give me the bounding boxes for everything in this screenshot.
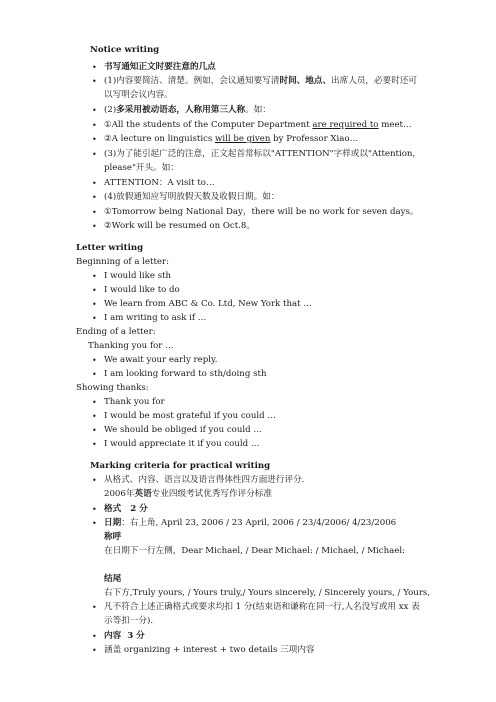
date-label: 日期 <box>104 518 122 528</box>
bullet: • <box>92 356 97 365</box>
bullet: • <box>92 603 97 612</box>
closing-label: 结尾 <box>104 574 122 584</box>
beginning-item: I would like to do <box>104 285 180 295</box>
thanking-label: Thanking you for … <box>88 341 174 351</box>
notice-title: Notice writing <box>90 45 160 55</box>
bullet: • <box>92 222 97 231</box>
bullet: • <box>92 286 97 295</box>
notice-example-3: ①Tomorrow being National Day，there will be no work for seven days。 <box>104 207 419 217</box>
ending-item: We await your early reply. <box>104 355 218 365</box>
bullet: • <box>92 398 97 407</box>
content-score: 3 分 <box>127 631 145 641</box>
notice-example-2 <box>104 133 358 147</box>
notice-item-2-a: (2) <box>104 105 117 115</box>
date-line <box>104 517 396 531</box>
bullet: • <box>92 106 97 115</box>
bullet: • <box>92 300 97 309</box>
notice-example-1-u: are required to <box>312 120 379 130</box>
beginning-item: We learn from ABC & Co. Ltd, New York that … <box>104 299 312 309</box>
notice-attention: ATTENTION：A visit to… <box>104 178 215 188</box>
penalty-text-cont: 示等扣一分). <box>104 616 154 626</box>
marking-subline-a: 2006年 <box>104 489 135 499</box>
notice-example-2-c: by Professor Xiao… <box>270 134 359 144</box>
bullet: • <box>92 632 97 641</box>
marking-subline <box>104 488 272 502</box>
marking-intro: 从格式、内容、语言以及语言得体性四方面进行评分. <box>104 475 305 485</box>
bullet: • <box>92 426 97 435</box>
bullet: • <box>92 63 97 72</box>
format-heading <box>104 503 148 517</box>
notice-item-2-b: 多采用被动语态，人称用第三人称 <box>116 105 246 115</box>
bullet: • <box>92 646 97 655</box>
notice-item-1-cont: 以写明会议内容。 <box>104 90 173 100</box>
penalty-text: 凡不符合上述正确格式或要求均扣 1 分(结束语和谦称在同一行,人名没写或用 xx 表 <box>104 602 420 612</box>
bullet: • <box>92 135 97 144</box>
bullet: • <box>92 179 97 188</box>
bullet: • <box>92 272 97 281</box>
bullet: • <box>92 77 97 86</box>
bullet: • <box>92 150 97 159</box>
notice-item-1-b: 时间、地点、 <box>279 76 332 86</box>
bullet: • <box>92 412 97 421</box>
notice-example-1-c: meet… <box>378 120 412 130</box>
closing-text: 右下方,Truly yours, / Yours truly,/ Yours sincerely, / Sincerely yours, / Yours, <box>104 588 431 598</box>
notice-example-2-a: ②A lecture on linguistics <box>104 134 216 144</box>
thanks-item: Thank you for <box>104 397 165 407</box>
marking-subline-c: 专业四级考试优秀写作评分标准 <box>151 489 272 499</box>
content-text: 涵盖 organizing + interest + two details 三项内容 <box>104 645 315 655</box>
ending-item: I am looking forward to sth/doing sth <box>104 369 267 379</box>
content-label: 内容 <box>104 631 122 641</box>
showing-label: Showing thanks: <box>76 383 149 393</box>
marking-title: Marking criteria for practical writing <box>90 461 271 471</box>
beginning-item: I am writing to ask if … <box>104 313 207 323</box>
bullet: • <box>92 208 97 217</box>
ending-label: Ending of a letter: <box>76 327 156 337</box>
notice-heading: 书写通知正文时要注意的几点 <box>104 62 216 72</box>
notice-item-4: (4)放假通知应写明放假天数及收假日期。如： <box>104 192 280 202</box>
bullet: • <box>92 314 97 323</box>
bullet: • <box>92 370 97 379</box>
salutation-text: 在日期下一行左侧，Dear Michael, / Dear Michael: / Michael, / Michael: <box>104 546 405 556</box>
notice-item-1-a: (1)内容要简洁、清楚。例如，会议通知要写清 <box>104 76 280 86</box>
bullet: • <box>92 519 97 528</box>
marking-subline-b: 英语 <box>134 489 152 499</box>
bullet: • <box>92 193 97 202</box>
letter-title: Letter writing <box>76 243 144 253</box>
notice-example-1 <box>104 119 412 133</box>
bullet: • <box>92 476 97 485</box>
salutation-label: 称呼 <box>104 532 122 542</box>
notice-example-2-u: will be given <box>215 134 271 144</box>
notice-item-1-c: 出席人员，必要时还可 <box>331 76 417 86</box>
date-text: ：右上角, April 23, 2006 / 23 April, 2006 / 23/4/2006/ 4/23/2006 <box>121 518 397 528</box>
bullet: • <box>92 440 97 449</box>
notice-item-2-c: 。如： <box>245 105 271 115</box>
notice-item-2 <box>104 104 271 118</box>
bullet: • <box>92 121 97 130</box>
beginning-label: Beginning of a letter: <box>76 257 170 267</box>
notice-example-1-a: ①All the students of the Computer Department <box>104 120 313 130</box>
notice-item-3-cont: please"开头。如： <box>104 163 179 173</box>
thanks-item: We should be obliged if you could … <box>104 425 262 435</box>
thanks-item: I would be most grateful if you could … <box>104 411 276 421</box>
notice-example-4: ②Work will be resumed on Oct.8。 <box>104 221 255 231</box>
bullet: • <box>92 505 97 514</box>
notice-item-1 <box>104 75 417 89</box>
thanks-item: I would appreciate it if you could … <box>104 439 260 449</box>
format-label: 格式 <box>104 504 122 514</box>
notice-item-3: (3)为了能引起广泛的注意，正文起首常标以"ATTENTION"字样或以"Attention， <box>104 149 422 159</box>
beginning-item: I would like sth <box>104 271 172 281</box>
format-score: 2 分 <box>130 504 148 514</box>
content-heading <box>104 630 145 644</box>
